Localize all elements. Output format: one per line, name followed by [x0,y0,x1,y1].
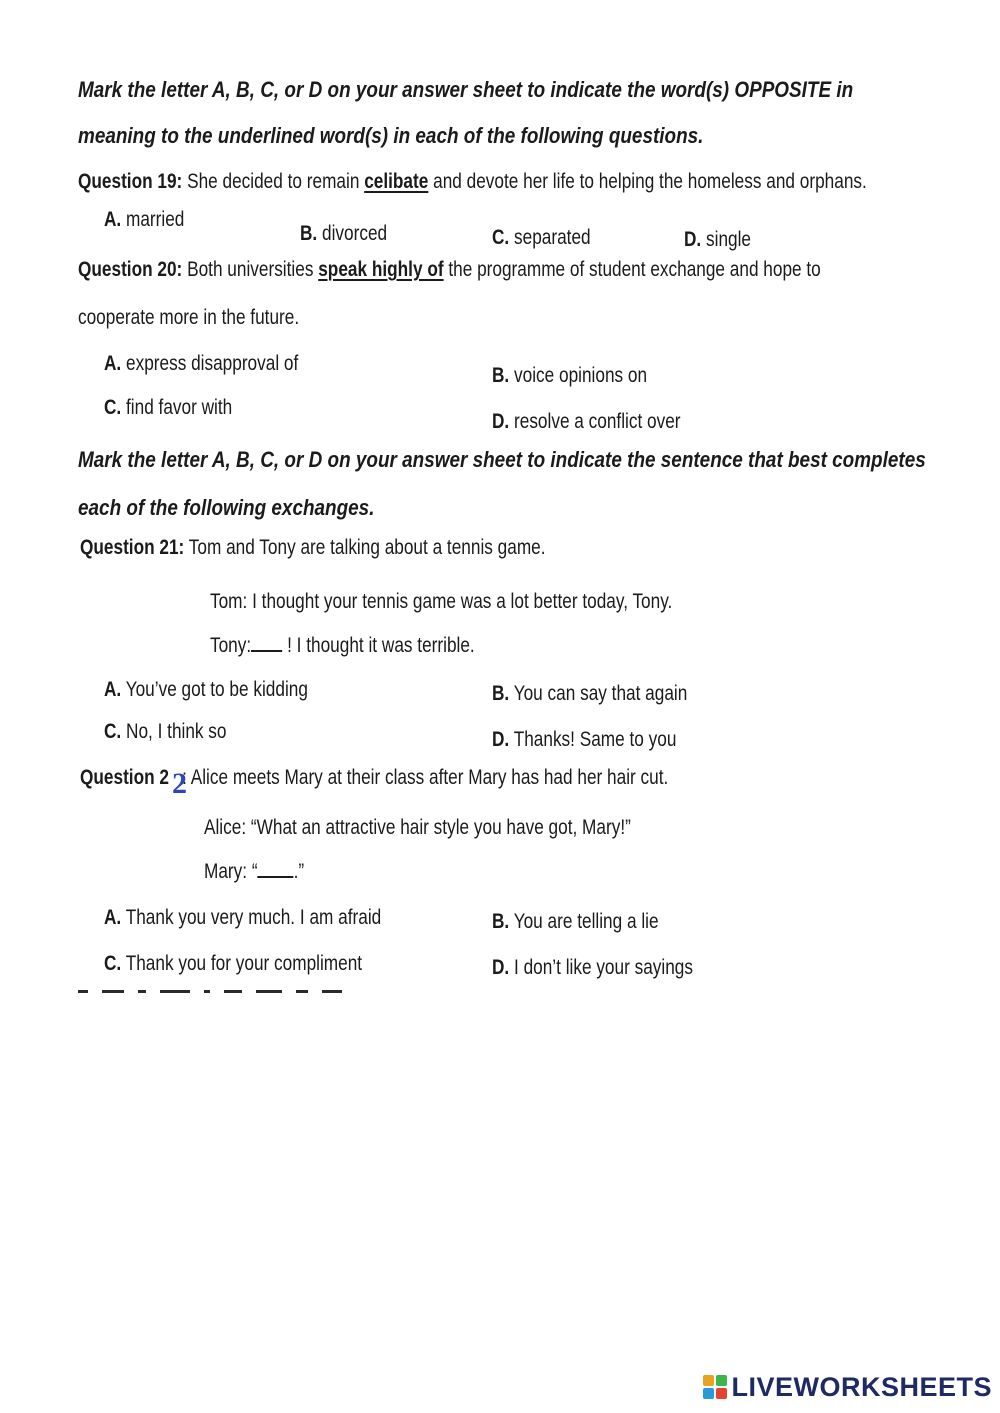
option-text: divorced [317,222,388,245]
question-20-underlined-phrase: speak highly of [318,258,444,281]
q20-option-d[interactable] [492,408,681,436]
question-20-text-before: Both universities [182,258,319,281]
logo-square-3 [703,1388,714,1399]
question-22-dialogue-mary [204,858,304,886]
q19-option-c[interactable] [492,224,591,252]
q21-option-d[interactable] [492,726,676,754]
cropped-text-line [78,990,498,998]
option-text: separated [509,226,591,249]
option-letter: D. [684,228,702,251]
question-19-text-after: and devote her life to helping the homeless and orphans. [428,170,867,193]
logo-square-4 [716,1388,727,1399]
instruction-opposite-line2: meaning to the underlined word(s) in each of the following questions. [78,123,704,148]
dialogue-text: .” [293,860,305,883]
question-22-dialogue-alice: Alice: “What an attractive hair style you have got, Mary!” [204,816,631,839]
option-text: Thanks! Same to you [509,728,677,751]
q20-option-a[interactable] [104,350,298,378]
option-text: express disapproval of [121,352,299,375]
option-text: No, I think so [121,720,227,743]
answer-blank [251,650,282,652]
instruction-exchange-line1: Mark the letter A, B, C, or D on your answer sheet to indicate the sentence that best completes [78,447,926,472]
option-text: Thank you very much. I am afraid [121,906,382,929]
answer-blank [258,876,294,878]
question-21-dialogue-tony [210,632,475,660]
question-20-text-after: the programme of student exchange and hope to [443,258,821,281]
q21-option-b[interactable] [492,680,687,708]
dialogue-speaker: Mary: “ [204,860,258,883]
instruction-exchange-line2: each of the following exchanges. [78,495,375,520]
question-21 [80,534,546,562]
liveworksheets-logo[interactable] [703,1367,992,1407]
question-21-label: Question 21: [80,536,185,559]
option-letter: C. [104,396,122,419]
option-letter: A. [104,352,122,375]
question-19-label: Question 19: [78,170,183,193]
option-text: voice opinions on [509,364,648,387]
question-19-underlined-word: celibate [364,170,429,193]
q19-option-d[interactable] [684,226,751,254]
q20-option-c[interactable] [104,394,232,422]
logo-square-1 [703,1375,714,1386]
question-21-dialogue-tom: Tom: I thought your tennis game was a lot better today, Tony. [210,590,673,613]
option-letter: C. [104,952,122,975]
logo-grid-icon [703,1375,727,1399]
question-22 [80,764,668,792]
q19-option-a[interactable] [104,206,184,234]
q22-option-c[interactable] [104,950,362,978]
option-letter: A. [104,906,122,929]
logo-text: LIVEWORKSHEETS [731,1371,992,1402]
option-letter: C. [492,226,510,249]
question-20-label: Question 20: [78,258,183,281]
option-letter: B. [300,222,318,245]
question-19 [78,168,867,196]
q19-option-b[interactable] [300,220,387,248]
instruction-opposite-line1: Mark the letter A, B, C, or D on your answer sheet to indicate the word(s) OPPOSITE in [78,77,854,102]
q22-option-b[interactable] [492,908,659,936]
dialogue-speaker: Tony: [210,634,252,657]
question-20 [78,256,821,284]
option-text: Thank you for your compliment [121,952,363,975]
question-19-text-before: She decided to remain [182,170,365,193]
option-letter: D. [492,728,510,751]
q20-option-b[interactable] [492,362,647,390]
option-text: You can say that again [509,682,688,705]
option-letter: A. [104,678,122,701]
option-letter: B. [492,682,510,705]
q22-option-d[interactable] [492,954,693,982]
question-21-context: Tom and Tony are talking about a tennis game. [184,536,546,559]
option-text: You are telling a lie [509,910,659,933]
handwritten-ink-mark: 2 [172,767,187,800]
q21-option-a[interactable] [104,676,308,704]
q21-option-c[interactable] [104,718,227,746]
dialogue-text: ! I thought it was terrible. [282,634,475,657]
option-text: single [701,228,751,251]
option-text: find favor with [121,396,233,419]
logo-square-2 [716,1375,727,1386]
option-letter: B. [492,910,510,933]
q22-option-a[interactable] [104,904,381,932]
option-text: married [121,208,185,231]
question-22-context: : Alice meets Mary at their class after Mary has had her hair cut. [182,766,669,789]
option-letter: A. [104,208,122,231]
option-letter: C. [104,720,122,743]
option-letter: D. [492,410,510,433]
option-letter: D. [492,956,510,979]
option-text: resolve a conflict over [509,410,681,433]
question-22-label: Question 2 [80,766,169,789]
option-text: You’ve got to be kidding [121,678,308,701]
question-20-line2: cooperate more in the future. [78,306,300,329]
option-text: I don’t like your sayings [509,956,693,979]
option-letter: B. [492,364,510,387]
